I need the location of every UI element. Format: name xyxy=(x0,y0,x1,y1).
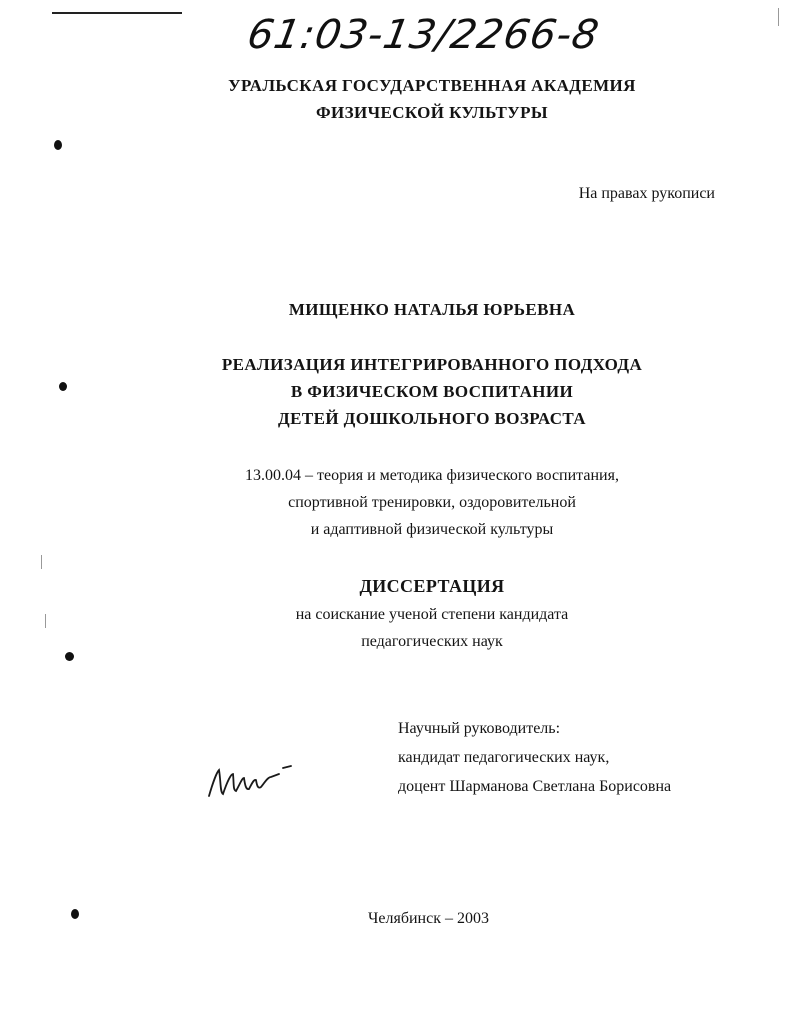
specialty-line-3: и адаптивной физической культуры xyxy=(310,521,554,538)
handwritten-signature xyxy=(205,752,295,807)
specialty-code xyxy=(0,462,799,543)
title-line-3: ДЕТЕЙ ДОШКОЛЬНОГО ВОЗРАСТА xyxy=(278,409,586,428)
binding-hole-mark xyxy=(71,909,79,919)
city-year: Челябинск – 2003 xyxy=(368,910,489,927)
specialty-line-2: спортивной тренировки, оздоровительной xyxy=(288,494,576,511)
binding-hole-mark xyxy=(54,140,62,150)
author-name: МИЩЕНКО НАТАЛЬЯ ЮРЬЕВНА xyxy=(288,300,576,319)
margin-mark xyxy=(41,555,42,569)
dissertation-heading: ДИССЕРТАЦИЯ xyxy=(359,576,505,596)
binding-hole-mark xyxy=(65,652,74,661)
supervisor-line-1: Научный руководитель: xyxy=(398,720,561,737)
institution-line-1: УРАЛЬСКАЯ ГОСУДАРСТВЕННАЯ АКАДЕМИЯ xyxy=(228,76,636,95)
archive-number: 61:03-13/2266-8 xyxy=(243,12,603,58)
title-line-2: В ФИЗИЧЕСКОМ ВОСПИТАНИИ xyxy=(290,382,574,401)
binding-hole-mark xyxy=(59,382,67,391)
supervisor-line-3: доцент Шарманова Светлана Борисовна xyxy=(398,778,672,795)
top-rule xyxy=(52,12,182,14)
institution-name xyxy=(0,72,799,126)
supervisor-block xyxy=(398,714,671,801)
degree-line-2: педагогических наук xyxy=(361,633,503,650)
degree-line-1: на соискание ученой степени кандидата xyxy=(295,606,569,623)
margin-mark xyxy=(778,8,779,26)
degree-description xyxy=(0,601,799,655)
institution-line-2: ФИЗИЧЕСКОЙ КУЛЬТУРЫ xyxy=(315,103,549,122)
margin-mark xyxy=(45,614,46,628)
supervisor-line-2: кандидат педагогических наук, xyxy=(398,749,610,766)
dissertation-title xyxy=(0,351,799,432)
rights-note: На правах рукописи xyxy=(578,185,715,202)
title-line-1: РЕАЛИЗАЦИЯ ИНТЕГРИРОВАННОГО ПОДХОДА xyxy=(221,355,643,374)
specialty-line-1: 13.00.04 – теория и методика физического воспитания, xyxy=(245,467,619,484)
